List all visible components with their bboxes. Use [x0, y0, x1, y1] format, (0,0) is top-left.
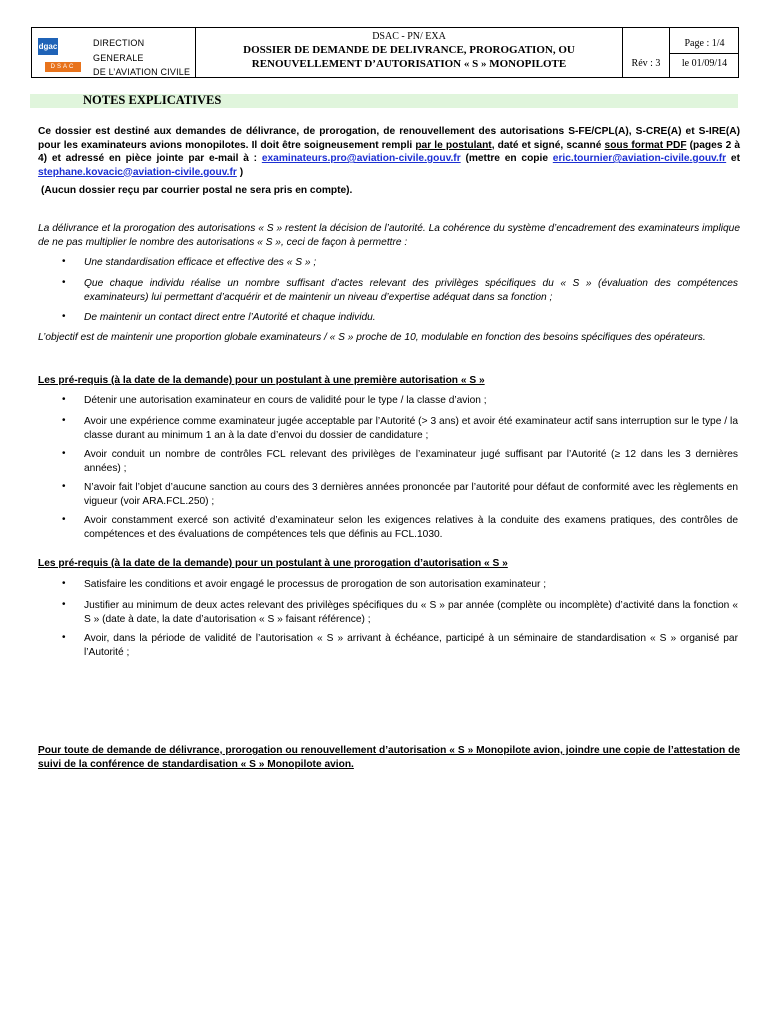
- policy-paragraph: La délivrance et la prorogation des autorisations « S » restent la décision de l’autorité. La cohérence du système d’encadrement des examinateurs implique de ne pas multiplier le nombre des autorisations « S », ceci de façon à permettre :: [38, 223, 740, 248]
- bullet-marker: •: [62, 632, 66, 643]
- bullet-marker: •: [62, 277, 66, 288]
- bullet-marker: •: [62, 394, 66, 405]
- direction-line-3: DE L’AVIATION CIVILE: [93, 67, 191, 77]
- policy-bullet: De maintenir un contact direct entre l’Autorité et chaque individu.: [84, 312, 376, 323]
- prereq-first-bullet: Avoir constamment exercé son activité d’examinateur selon les exigences relatives à la conduite des examens pratiques, des contrôles de compétences et des évaluations de compétences tels que définis au FCL.1030.: [84, 515, 738, 540]
- prereq-renew-title: Les pré-requis (à la date de la demande) pour un postulant à une prorogation d’autorisation « S »: [38, 558, 508, 569]
- prereq-first-bullet: Détenir une autorisation examinateur en cours de validité pour le type / la classe d’avion ;: [84, 395, 487, 406]
- header-table: [31, 27, 739, 78]
- objective-paragraph: L’objectif est de maintenir une proportion globale examinateurs / « S » proche de 10, modulable en fonction des besoins spécifiques des opérateurs.: [38, 332, 706, 343]
- dgac-logo: [35, 38, 92, 74]
- prereq-renew-bullet: Avoir, dans la période de validité de l’autorisation « S » arrivant à échéance, participé à un séminaire de standardisation « S » organisé par l’Autorité ;: [84, 633, 738, 658]
- bullet-marker: •: [62, 578, 66, 589]
- policy-bullet: Que chaque individu réalise un nombre suffisant d’actes relevant des privilèges spécifiques du « S » (évaluation des compétences examinateurs) lui permettant d’acquérir et de maintenir un niveau d’expertise adéquat dans sa fonction ;: [84, 278, 738, 303]
- prereq-renew-bullet: Satisfaire les conditions et avoir engagé le processus de prorogation de son autorisation examinateur ;: [84, 579, 547, 590]
- prereq-renew-bullet: Justifier au minimum de deux actes relevant des privilèges spécifiques du « S » par année (complète ou incomplète) d’activité dans la fonction « S » (date à date, la date d’autorisation « S » faisant référence) ;: [84, 600, 738, 625]
- bullet-marker: •: [62, 481, 66, 492]
- page-number: Page : 1/4: [684, 38, 725, 49]
- bullet-marker: •: [62, 448, 66, 459]
- email-tournier-link[interactable]: eric.tournier@aviation-civile.gouv.fr: [552, 153, 727, 164]
- bullet-marker: •: [62, 256, 66, 267]
- prereq-first-bullet: Avoir conduit un nombre de contrôles FCL relevant des privilèges de l’examinateur jugé suffisant par l’Autorité (≥ 12 dans les 3 dernières années) ;: [84, 449, 738, 474]
- postal-notice: (Aucun dossier reçu par courrier postal ne sera pris en compte).: [41, 185, 353, 196]
- prereq-first-bullet: N’avoir fait l’objet d’aucune sanction au cours des 3 dernières années prononcée par l’autorité pour défaut de conformité avec les règlements en vigueur (voir ARA.FCL.250) ;: [84, 482, 738, 507]
- intro-paragraph: Ce dossier est destiné aux demandes de délivrance, de prorogation, de renouvellement des autorisations S-FE/CPL(A), S-CRE(A) et S-IRE(A) pour les examinateurs avions monopilotes. Il doit être soigneusement rempli par le postulant, daté et signé, scanné sous format PDF (pages 2 à 4) et adressé en pièce jointe par e-mail à : examinateurs.pro@aviation-civile.gouv.fr (mettre en copie eric.tournier@aviation-civile.gouv.fr et stephane.kovacic@aviation-civile.gouv.fr ): [38, 126, 740, 178]
- direction-line-1: DIRECTION: [93, 38, 145, 48]
- bullet-marker: •: [62, 514, 66, 525]
- bullet-marker: •: [62, 311, 66, 322]
- header-divider: [622, 28, 623, 77]
- bullet-marker: •: [62, 415, 66, 426]
- doc-title-line-2: RENOUVELLEMENT D’AUTORISATION « S » MONOPILOTE: [251, 58, 567, 70]
- section-title: NOTES EXPLICATIVES: [83, 93, 222, 107]
- dgac-logo-sub: DSAC: [45, 62, 81, 72]
- revision: Rév : 3: [631, 58, 661, 69]
- direction-line-2: GENERALE: [93, 53, 144, 63]
- email-kovacic-link[interactable]: stephane.kovacic@aviation-civile.gouv.fr: [38, 166, 237, 178]
- footer-note: Pour toute de demande de délivrance, prorogation ou renouvellement d’autorisation « S » Monopilote avion, joindre une copie de l’attestation de suivi de la conférence de standardisation « S » Monopilote avion.: [38, 745, 740, 770]
- doc-title-line-1: DOSSIER DE DEMANDE DE DELIVRANCE, PROROGATION, OU: [243, 44, 575, 56]
- doc-date: le 01/09/14: [681, 58, 728, 69]
- email-examinateurs-link[interactable]: examinateurs.pro@aviation-civile.gouv.fr: [261, 153, 461, 164]
- dgac-logo-mark: dgac: [38, 38, 58, 55]
- prereq-first-bullet: Avoir une expérience comme examinateur jugée acceptable par l’Autorité (> 3 ans) et avoir été examinateur actif sans interruption sur le type / la classe durant au minimum 1 an à la date d’envoi du dossier de candidature ;: [84, 416, 738, 441]
- prereq-first-title: Les pré-requis (à la date de la demande) pour un postulant à une première autorisation « S »: [38, 375, 485, 386]
- doc-reference: DSAC - PN/ EXA: [372, 31, 446, 42]
- policy-bullet: Une standardisation efficace et effective des « S » ;: [84, 257, 317, 268]
- bullet-marker: •: [62, 599, 66, 610]
- header-divider: [669, 53, 739, 54]
